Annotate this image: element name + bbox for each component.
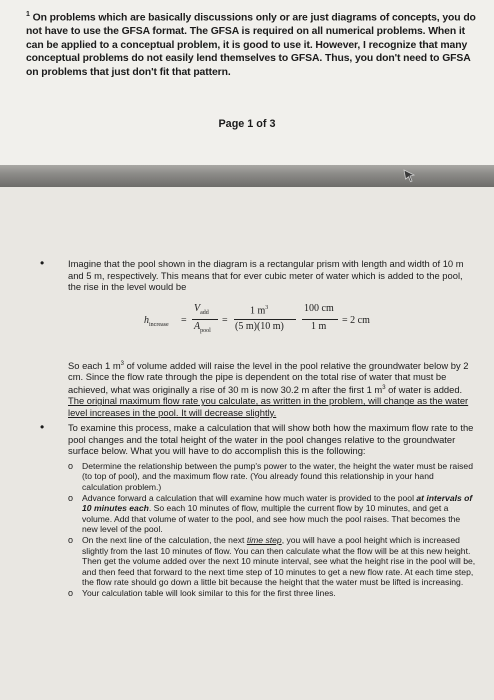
formula-equals: =: [181, 314, 187, 326]
bullet-dot-icon: •: [40, 420, 45, 435]
bullet-item-pool-rise: [36, 258, 476, 293]
formula-num1: 1 $m^3$: [250, 304, 269, 316]
sub-list: [68, 461, 476, 599]
fraction-bar: [192, 319, 218, 320]
circle-bullet-icon: o: [68, 460, 74, 471]
mouse-pointer-icon: [402, 166, 418, 184]
formula-equals: =: [222, 314, 228, 326]
level-rise-formula: [36, 299, 476, 355]
formula-num2: 100 cm: [304, 302, 334, 314]
previous-page-area: [0, 0, 494, 165]
formula-a: $A_{pool}$: [194, 320, 211, 334]
circle-bullet-icon: o: [68, 534, 74, 545]
sub-item-relationship: o Determine the relationship between the pump's power to the water, the height the water must be raised (to top of pool), and the maximum flow rate. (You already found this relationship in your hand calculation problem.): [68, 460, 473, 492]
footnote-text: On problems which are basically discussions only or are just diagrams of concepts, you do not have to use the GFSA format. The GFSA is required on all numerical problems. When it can be applied to a conceptual problem, it is good to use it. However, I recognize that many conceptual problems do not easily lend themselves to GFSA. Thus, you don't need to GFSA on problems that just don't fit that pattern.: [26, 12, 476, 78]
page-separator: [0, 165, 494, 187]
formula-den2: 1 m: [311, 320, 327, 332]
sub-item-advance: o Advance forward a calculation that will examine how much water is provided to the pool at intervals of 10 minutes each. So each 10 minutes of flow, multiple the current flow by 10 minutes, and get a volume. Add that volume of water to the pool, and see how much the pool raises. That becomes the new level of the pool.: [68, 492, 473, 535]
footnote: [26, 8, 478, 79]
bullet-dot-icon: •: [40, 256, 45, 270]
bullet-item-process: [36, 422, 476, 457]
fraction-bar: [302, 319, 338, 320]
circle-bullet-icon: o: [68, 492, 74, 503]
page-number: Page 1 of 3: [218, 118, 276, 130]
sub-item-table: o Your calculation table will look similar to this for the first three lines.: [68, 587, 336, 598]
sub-item-next-line: o On the next line of the calculation, the next time step, you will have a pool height which is increased slightly from the last 10 minutes of flow. You can then calculate what the flow will be at this new height. Then get the volume added over the next 10 minute interval, see what the height rise in the pool will be, and then feed that forward to the next time step of 10 minutes to get a new flow rate. At each time step, the flow rate should go down a little bit because the height that the water must be lifted is increasing.: [68, 534, 476, 588]
footnote-marker: 1: [26, 11, 30, 18]
page-content: [36, 258, 476, 598]
formula-den1: (5 m)(10 m): [235, 320, 284, 332]
formula-h: $h_{increase}$: [144, 314, 169, 328]
bullet-text: To examine this process, make a calculation that will show both how the maximum flow rate to the pool changes and the total height of the water in the pool changes relative to the groundwater surface below. What you will have to do accomplish this is the following:: [68, 422, 474, 457]
rise-explanation: So each 1 $m^3$ of volume added will raise the level in the pool relative the groundwater below by 2 cm. Since the flow rate through the pipe is dependent on the total rise of water that must be achieved, what was originally a rise of 30 m is now 30.2 m after the first 1 $m^3$ of water is added. The original maximum flow rate you calculate, as written in the problem, will change as the water level increases in the pool. It will decrease slightly.: [68, 359, 469, 418]
fraction-bar: [234, 319, 296, 320]
underlined-note: The original maximum flow rate you calculate, as written in the problem, will change as the water level increases in the pool. It will decrease slightly.: [68, 395, 469, 418]
bullet-text: Imagine that the pool shown in the diagram is a rectangular prism with length and width of 10 m and 5 m, respectively. This means that for ever cubic meter of water which is added to the pool, the rise in the level would be: [68, 258, 464, 292]
formula-result: = 2 cm: [342, 314, 370, 326]
formula-v: $V_{add}$: [194, 302, 209, 316]
circle-bullet-icon: o: [68, 587, 74, 598]
